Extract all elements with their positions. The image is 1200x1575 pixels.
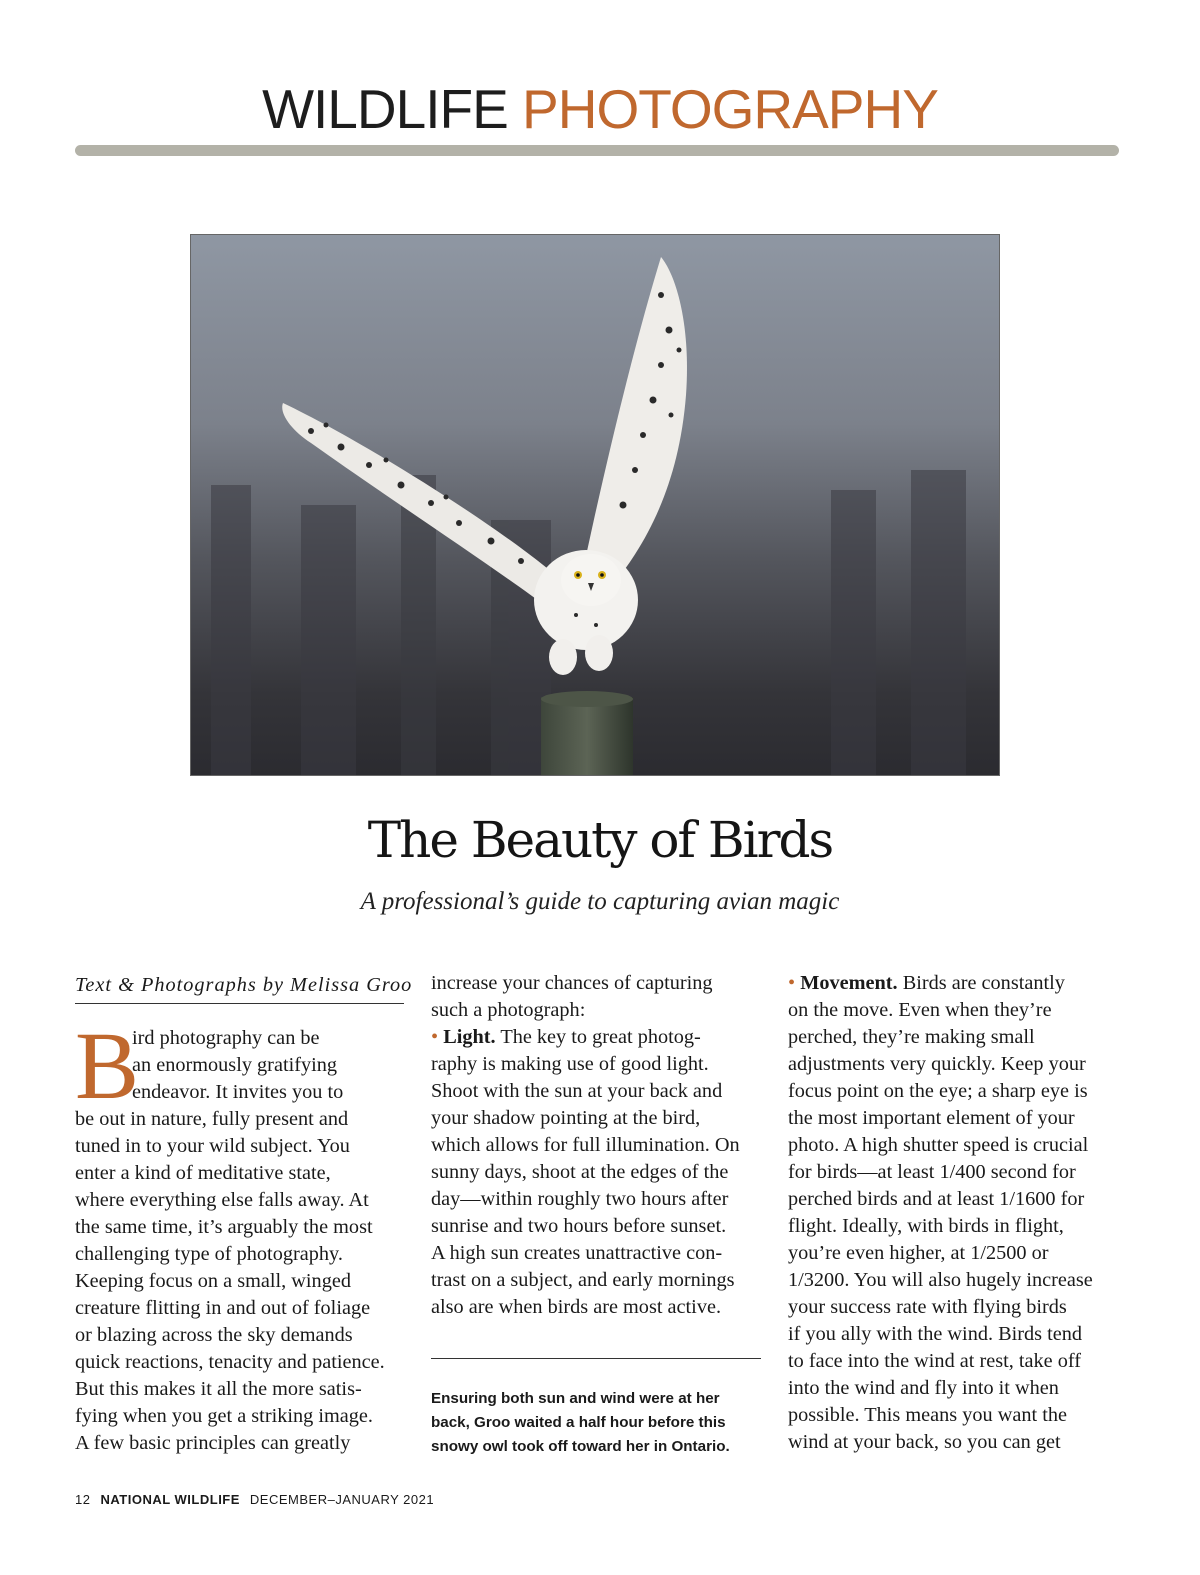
text-line: be out in nature, fully present and [75, 1108, 349, 1130]
text-line: 1/3200. You will also hugely increase [788, 1269, 1093, 1291]
text-line: creature flitting in and out of foliage [75, 1297, 371, 1319]
text-line: sunrise and two hours before sunset. [431, 1215, 727, 1237]
caption-line: back, Groo waited a half hour before this [431, 1414, 726, 1431]
text-line: perched, they’re making small [788, 1026, 1035, 1048]
byline: Text & Photographs by Melissa Groo [75, 974, 413, 996]
bullet-icon: • [788, 972, 796, 994]
text-line: sunny days, shoot at the edges of the [431, 1161, 729, 1183]
issue-date: DECEMBER–JANUARY 2021 [249, 1492, 435, 1507]
article-deck: A professional’s guide to capturing avian magic [360, 888, 840, 915]
text-line: possible. This means you want the [788, 1404, 1068, 1426]
text-line: also are when birds are most active. [431, 1296, 722, 1318]
page-number: 12 [75, 1492, 91, 1507]
text-run: Birds are constantly [897, 972, 1065, 994]
text-line: Keeping focus on a small, winged [75, 1270, 351, 1292]
movement-heading: Movement. [800, 972, 898, 994]
drop-cap: B [75, 1012, 140, 1119]
page-footer [75, 1492, 434, 1507]
text-line: where everything else falls away. At [75, 1189, 369, 1211]
caption-rule [431, 1358, 761, 1359]
text-line: into the wind and fly into it when [788, 1377, 1059, 1399]
text-line: tuned in to your wild subject. You [75, 1135, 350, 1157]
light-tip-lead [431, 1024, 766, 1051]
text-line: perched birds and at least 1/1600 for [788, 1188, 1085, 1210]
header-rule [75, 145, 1119, 156]
article-column-2 [431, 970, 766, 1321]
magazine-name: NATIONAL WILDLIFE [100, 1492, 240, 1507]
text-line: trast on a subject, and early mornings [431, 1269, 735, 1291]
article-column-1 [75, 970, 413, 1457]
section-header-word-photography: PHOTOGRAPHY [522, 78, 938, 140]
text-line: you’re even higher, at 1/2500 or [788, 1242, 1049, 1264]
text-line: quick reactions, tenacity and patience. [75, 1351, 385, 1373]
byline-rule [75, 1003, 404, 1004]
text-line: challenging type of photography. [75, 1243, 343, 1265]
text-line: But this makes it all the more satis- [75, 1378, 362, 1400]
text-line: your success rate with flying birds [788, 1296, 1067, 1318]
intro-paragraph [75, 1012, 410, 1457]
text-line: wind at your back, so you can get [788, 1431, 1061, 1453]
text-line: A few basic principles can greatly [75, 1432, 351, 1454]
movement-tip-lead [788, 970, 1128, 997]
text-line: for birds—at least 1/400 second for [788, 1161, 1076, 1183]
text-line: to face into the wind at rest, take off [788, 1350, 1082, 1372]
text-line: fying when you get a striking image. [75, 1405, 373, 1427]
text-line: focus point on the eye; a sharp eye is [788, 1080, 1088, 1102]
text-line: endeavor. It invites you to [132, 1081, 344, 1103]
light-heading: Light. [443, 1026, 496, 1048]
text-run: The key to great photog- [495, 1026, 701, 1048]
text-line: the same time, it’s arguably the most [75, 1216, 373, 1238]
text-line: flight. Ideally, with birds in flight, [788, 1215, 1064, 1237]
section-header [0, 78, 1200, 140]
snowy-owl-illustration [191, 235, 999, 775]
text-line: A high sun creates unattractive con- [431, 1242, 723, 1264]
text-line: on the move. Even when they’re [788, 999, 1052, 1021]
text-line: photo. A high shutter speed is crucial [788, 1134, 1089, 1156]
text-line: ird photography can be [132, 1027, 320, 1049]
feature-photo [191, 235, 999, 775]
text-line: Shoot with the sun at your back and [431, 1080, 723, 1102]
text-line: day—within roughly two hours after [431, 1188, 729, 1210]
article-headline: The Beauty of Birds [367, 811, 833, 869]
text-line: or blazing across the sky demands [75, 1324, 353, 1346]
caption-line: snowy owl took off toward her in Ontario. [431, 1438, 730, 1455]
photo-caption [431, 1387, 771, 1459]
text-line: enter a kind of meditative state, [75, 1162, 331, 1184]
text-line: if you ally with the wind. Birds tend [788, 1323, 1083, 1345]
text-line: the most important element of your [788, 1107, 1075, 1129]
caption-line: Ensuring both sun and wind were at her [431, 1390, 720, 1407]
text-line: adjustments very quickly. Keep your [788, 1053, 1086, 1075]
text-line: an enormously gratifying [132, 1054, 338, 1076]
section-header-word-wildlife: WILDLIFE [262, 78, 508, 140]
text-line: such a photograph: [431, 999, 586, 1021]
text-line: increase your chances of capturing [431, 972, 713, 994]
text-line: which allows for full illumination. On [431, 1134, 740, 1156]
article-column-3 [788, 970, 1128, 1456]
text-line: your shadow pointing at the bird, [431, 1107, 701, 1129]
bullet-icon: • [431, 1026, 439, 1048]
text-line: raphy is making use of good light. [431, 1053, 709, 1075]
